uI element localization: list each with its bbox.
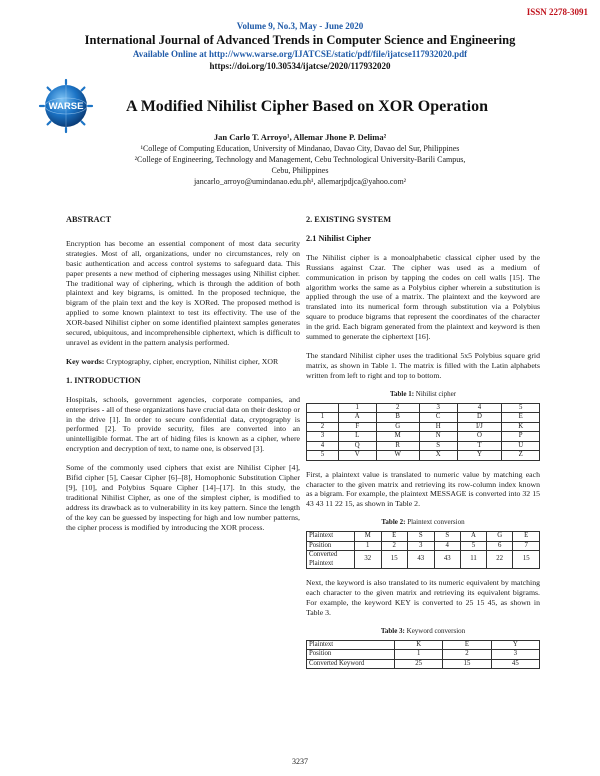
table-cell: Y bbox=[457, 451, 502, 461]
table-cell: 2 bbox=[376, 403, 419, 413]
table-cell: Position bbox=[307, 541, 355, 551]
left-column bbox=[66, 215, 300, 541]
table-cell: E bbox=[502, 413, 540, 423]
introduction-heading: 1. INTRODUCTION bbox=[66, 375, 141, 385]
nihilist-paragraph-1: The Nihilist cipher is a monoalphabetic classical cipher used by the Russians against Czar. The cipher was used as a medium of communication in prison by tapping the codes on cell walls [15]. The algorithm works the same as a Polybius cipher wherein a substitution is applied through the use of a matrix. The plaintext and the keyword are translated into its numerical form through substitution via a Polybius square to produce bigrams that represent the coordinates of the character in the grid. Each bigram generated from the plaintext and keyword is then summed to generate the ciphertext [16]. bbox=[306, 252, 540, 342]
table-row bbox=[307, 640, 540, 650]
issn-label: ISSN 2278-3091 bbox=[526, 7, 588, 17]
table-cell: A bbox=[338, 413, 376, 423]
paper-title: A Modified Nihilist Cipher Based on XOR Operation bbox=[126, 98, 488, 115]
table-cell: B bbox=[376, 413, 419, 423]
table-cell: T bbox=[457, 441, 502, 451]
table-cell: V bbox=[338, 451, 376, 461]
table-cell: U bbox=[502, 441, 540, 451]
table-row bbox=[307, 422, 540, 432]
introduction-paragraph-2: Some of the commonly used ciphers that exist are Nihilist Cipher [4], Bifid cipher [5], Caesar Cipher [6]–[8], Homophonic Substitution Cipher [9], [10], and Polybius Square Cipher [14]–[17]. In this study, the traditional Nihilist Cipher, as one of the simplest cipher, is modified to address its drawback as to vulnerability in its key pattern. Since the length of the key can be guessed by inspecting for high and low number patterns, the cipher process is modified by introducing the XOR process. bbox=[66, 463, 300, 532]
journal-title: International Journal of Advanced Trends in Computer Science and Engineering bbox=[84, 33, 516, 47]
table-cell: 3 bbox=[491, 650, 539, 660]
table-cell: A bbox=[461, 532, 487, 542]
subsection-heading-nihilist: 2.1 Nihilist Cipher bbox=[306, 233, 372, 243]
affiliation-3: Cebu, Philippines bbox=[271, 166, 329, 175]
table-cell: P bbox=[502, 432, 540, 442]
table-cell: 1 bbox=[307, 413, 339, 423]
table-cell: M bbox=[376, 432, 419, 442]
table-cell: 32 bbox=[355, 551, 382, 569]
table-cell: I/J bbox=[457, 422, 502, 432]
volume-issue: Volume 9, No.3, May - June 2020 bbox=[236, 21, 364, 31]
table-cell: 43 bbox=[434, 551, 461, 569]
table-cell: 15 bbox=[443, 659, 491, 669]
table-cell: M bbox=[355, 532, 382, 542]
table-cell: Q bbox=[338, 441, 376, 451]
table3-caption: Table 3: Keyword conversion bbox=[380, 626, 466, 635]
table-cell: S bbox=[408, 532, 435, 542]
table-cell: 3 bbox=[307, 432, 339, 442]
table-cell: 5 bbox=[502, 403, 540, 413]
abstract-heading: ABSTRACT bbox=[66, 215, 112, 224]
table-cell: 43 bbox=[408, 551, 435, 569]
table-cell: 3 bbox=[408, 541, 435, 551]
section-heading-existing-system: 2. EXISTING SYSTEM bbox=[306, 215, 392, 224]
available-online-link[interactable]: Available Online at http://www.warse.org/IJATCSE/static/pdf/file/ijatcse117932020.pdf bbox=[132, 49, 468, 59]
table-cell: K bbox=[395, 640, 443, 650]
table3-keyword-conversion bbox=[306, 640, 540, 670]
table-cell: 25 bbox=[395, 659, 443, 669]
table-cell: Position bbox=[307, 650, 395, 660]
keywords bbox=[66, 357, 300, 367]
abstract-text: Encryption has become an essential component of most data security strategies. Most of all, organizations, under no circumstances, rely on basic authentication and access control systems to safeguard data. This paper presents a new method of ciphering messages using Nihilist cipher. The traditional way of ciphering, which is through the addition of both plaintext and key bigrams, is omitted. In the proposed technique, the bigram of the plain text and the key is XORed. The proposed method is applied to some known plaintext to test its effectivity. The use of the XOR-based Nihilist cipher on some identified plaintext samples generates secured, ubiquitous, and incomprehensible ciphertext, which is difficult to unravel as evident in the pattern analysis performed. bbox=[66, 238, 300, 347]
table-cell: 2 bbox=[443, 650, 491, 660]
nihilist-paragraph-2: The standard Nihilist cipher uses the traditional 5x5 Polybius square grid matrix, as shown in Table 1. The matrix is filled with the Latin alphabets written from left to right and top to bottom. bbox=[306, 350, 540, 380]
table-header-row bbox=[307, 403, 540, 413]
table-cell: 45 bbox=[491, 659, 539, 669]
keywords-label: Key words: bbox=[66, 356, 105, 366]
table-cell: W bbox=[376, 451, 419, 461]
table1-caption: Table 1: Nihilist cipher bbox=[389, 389, 457, 398]
table-cell: F bbox=[338, 422, 376, 432]
table-cell: 1 bbox=[395, 650, 443, 660]
table-cell: Plaintext bbox=[307, 640, 395, 650]
table-row bbox=[307, 659, 540, 669]
table1-polybius-square bbox=[306, 403, 540, 461]
table-cell: C bbox=[419, 413, 457, 423]
logo-text: WARSE bbox=[48, 101, 84, 112]
table-cell: X bbox=[419, 451, 457, 461]
table-cell: E bbox=[381, 532, 408, 542]
table-cell: L bbox=[338, 432, 376, 442]
page-number: 3237 bbox=[292, 757, 308, 766]
table-row bbox=[307, 541, 540, 551]
table-cell: 15 bbox=[381, 551, 408, 569]
affiliation-1: ¹College of Computing Education, University of Mindanao, Davao City, Davao del Sur, Philippines bbox=[140, 144, 460, 153]
table-row bbox=[307, 451, 540, 461]
table-cell: 22 bbox=[486, 551, 513, 569]
table-cell: Z bbox=[502, 451, 540, 461]
table-cell: G bbox=[376, 422, 419, 432]
table-row bbox=[307, 413, 540, 423]
table-cell: S bbox=[434, 532, 461, 542]
table2-caption: Table 2: Plaintext conversion bbox=[381, 518, 465, 527]
table-cell: K bbox=[502, 422, 540, 432]
nihilist-paragraph-4: Next, the keyword is also translated to its numeric equivalent by matching each character to the given matrix and retrieving its equivalent bigrams. For example, the keyword KEY is converted to 25 15 45, as shown in Table 3. bbox=[306, 578, 540, 617]
table-cell: 6 bbox=[486, 541, 513, 551]
table-cell: Converted Plaintext bbox=[307, 551, 355, 569]
table-cell: 7 bbox=[513, 541, 540, 551]
table-cell: S bbox=[419, 441, 457, 451]
table-cell: E bbox=[443, 640, 491, 650]
table-cell: 4 bbox=[457, 403, 502, 413]
table-cell: 4 bbox=[307, 441, 339, 451]
table-cell: D bbox=[457, 413, 502, 423]
table2-plaintext-conversion bbox=[306, 531, 540, 569]
affiliation-2: ²College of Engineering, Technology and Management, Cebu Technological University-Barili Campus, bbox=[134, 155, 466, 164]
table-cell: 1 bbox=[355, 541, 382, 551]
table-cell: 4 bbox=[434, 541, 461, 551]
table-cell: Converted Keyword bbox=[307, 659, 395, 669]
table-cell: 5 bbox=[461, 541, 487, 551]
table-cell: H bbox=[419, 422, 457, 432]
table-cell bbox=[307, 403, 339, 413]
table-row bbox=[307, 551, 540, 569]
table-row bbox=[307, 441, 540, 451]
table-cell: 2 bbox=[381, 541, 408, 551]
table-cell: E bbox=[513, 532, 540, 542]
paper-authors: Jan Carlo T. Arroyo¹, Allemar Jhone P. Delima² bbox=[213, 132, 387, 142]
keywords-text: Cryptography, cipher, encryption, Nihilist cipher, XOR bbox=[106, 356, 279, 366]
table-cell: 5 bbox=[307, 451, 339, 461]
table-cell: O bbox=[457, 432, 502, 442]
table-cell: 1 bbox=[338, 403, 376, 413]
author-emails: jancarlo_arroyo@umindanao.edu.ph¹, allemarjpdjca@yahoo.com² bbox=[193, 177, 407, 186]
table-row bbox=[307, 432, 540, 442]
table-row bbox=[307, 650, 540, 660]
table-cell: 3 bbox=[419, 403, 457, 413]
nihilist-paragraph-3: First, a plaintext value is translated to numeric value by matching each character to the given matrix and retrieving its row-column index known as a bigram. For example, the plaintext MESSAGE is converted into 32 15 43 43 11 22 15, as shown in Table 2. bbox=[306, 469, 540, 509]
table-cell: Plaintext bbox=[307, 532, 355, 542]
table-cell: 2 bbox=[307, 422, 339, 432]
table-cell: Y bbox=[491, 640, 539, 650]
introduction-paragraph-1: Hospitals, schools, government agencies, corporate companies, and enterprises - all of these organizations have crucial data on their desktop or in the drive [1]. In order to secure confidential data, cryptography is performed [2]. To provide security, files are converted into an unintelligible format. The art of hiding files is known as a cipher, where encryption and decryption of text, to name one, is observed [3]. bbox=[66, 394, 300, 454]
table-cell: 11 bbox=[461, 551, 487, 569]
table-row bbox=[307, 532, 540, 542]
right-column bbox=[306, 215, 540, 678]
doi-link[interactable]: https://doi.org/10.30534/ijatcse/2020/117932020 bbox=[209, 61, 391, 71]
table-cell: 15 bbox=[513, 551, 540, 569]
table-cell: N bbox=[419, 432, 457, 442]
table-cell: G bbox=[486, 532, 513, 542]
table-cell: R bbox=[376, 441, 419, 451]
